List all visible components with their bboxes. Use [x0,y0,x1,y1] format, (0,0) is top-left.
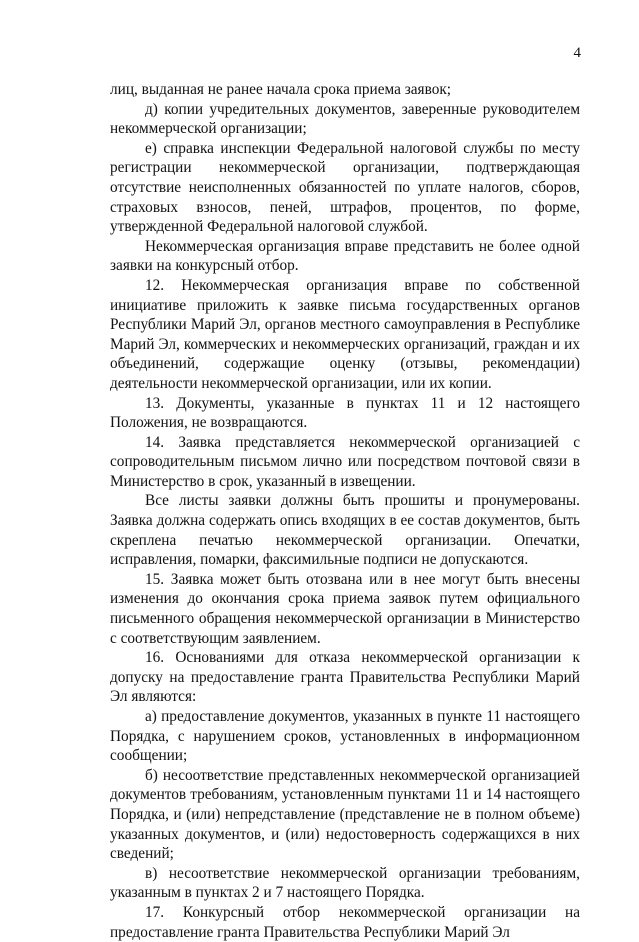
paragraph-item-a: а) предоставление документов, указанных в пункте 11 настоящего Порядка, с нарушением сроков, установленных в информационном сообщении; [110,708,580,765]
paragraph-13: 13. Документы, указанные в пунктах 11 и 12 настоящего Положения, не возвращаются. [110,394,580,432]
paragraph-item-e: е) справка инспекции Федеральной налоговой службы по месту регистрации некоммерческой организации, подтверждающая отсутствие неисполненных обязанностей по уплате налогов, сборов, страховых взносов, пеней, штрафов, процентов, по форме, утвержденной Федеральной налоговой службой. [110,139,580,236]
paragraph-item-v: в) несоответствие некоммерческой организации требованиям, указанным в пунктах 2 и 7 настоящего Порядка. [110,864,580,902]
paragraph-item-b: б) несоответствие представленных некоммерческой организацией документов требованиям, установленным пунктами 11 и 14 настоящего Порядка, и (или) непредставление (представление не в полном объеме) указанных документов, и (или) недостоверность содержащихся в них сведений; [110,766,580,863]
paragraph-12: 12. Некоммерческая организация вправе по собственной инициативе приложить к заявке письма государственных органов Республики Марий Эл, органов местного самоуправления в Республике Марий Эл, коммерческих и некоммерческих организаций, граждан и их объединений, содержащие оценку (отзывы, рекомендации) деятельности некоммерческой организации, или их копии. [110,276,580,392]
page-number: 4 [573,45,581,61]
paragraph-14: 14. Заявка представляется некоммерческой организацией с сопроводительным письмом лично или посредством почтовой связи в Министерство в срок, указанный в извещении. [110,433,580,490]
paragraph-single-application: Некоммерческая организация вправе представить не более одной заявки на конкурсный отбор. [110,237,580,275]
paragraph-item-d: д) копии учредительных документов, заверенные руководителем некоммерческой организации; [110,100,580,138]
paragraph-sheets: Все листы заявки должны быть прошиты и пронумерованы. Заявка должна содержать опись входящих в ее состав документов, быть скреплена печатью некоммерческой организации. Опечатки, исправления, помарки, факсимильные подписи не допускаются. [110,492,580,569]
paragraph-16: 16. Основаниями для отказа некоммерческой организации к допуску на предоставление гранта Правительства Республики Марий Эл являются: [110,649,580,706]
paragraph-17: 17. Конкурсный отбор некоммерческой организации на предоставление гранта Правительства Республики Марий Эл [110,903,580,941]
paragraph-continuation: лиц, выданная не ранее начала срока приема заявок; [110,81,452,98]
document-body [110,80,580,942]
paragraph-15: 15. Заявка может быть отозвана или в нее могут быть внесены изменения до окончания срока приема заявок путем официального письменного обращения некоммерческой организации в Министерство с соответствующим заявлением. [110,570,580,647]
